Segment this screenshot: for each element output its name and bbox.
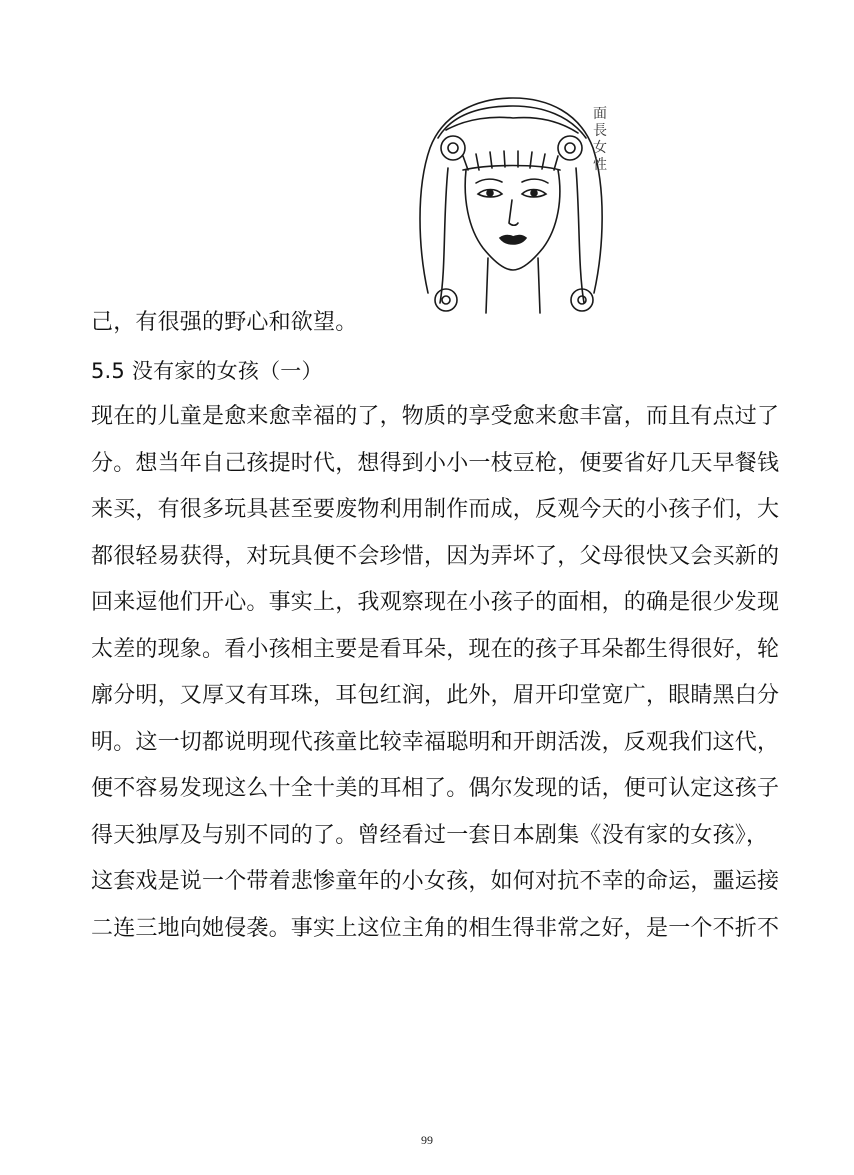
illustration-caption [591,106,609,174]
caption-char: 長 [593,123,607,139]
section-heading: 5.5 没有家的女孩（一） [91,359,323,383]
caption-char: 面 [593,106,607,122]
caption-char: 性 [593,157,607,173]
caption-char: 女 [593,140,607,156]
page-number: 99 [421,1133,433,1147]
paragraph-line: 便不容易发现这么十全十美的耳相了。偶尔发现的话，便可认定这孩子 [91,776,780,801]
paragraph-line: 都很轻易获得，对玩具便不会珍惜，因为弄坏了，父母很快又会买新的 [91,544,780,569]
paragraph-line: 现在的儿童是愈来愈幸福的了，物质的享受愈来愈丰富，而且有点过了 [91,404,780,429]
paragraph-line: 来买，有很多玩具甚至要废物利用制作而成，反观今天的小孩子们，大 [91,497,780,522]
paragraph-line: 回来逗他们开心。事实上，我观察现在小孩子的面相，的确是很少发现 [91,590,780,615]
paragraph-line: 明。这一切都说明现代孩童比较幸福聪明和开朗活泼，反观我们这代， [91,730,780,755]
paragraph-line: 太差的现象。看小孩相主要是看耳朵，现在的孩子耳朵都生得很好，轮 [91,637,780,662]
woman-face-drawing-icon [408,78,618,328]
paragraph-line: 廓分明，又厚又有耳珠，耳包红润，此外，眉开印堂宽广，眼睛黑白分 [91,683,780,708]
paragraph-line: 分。想当年自己孩提时代，想得到小小一枝豆枪，便要省好几天早餐钱 [91,451,780,476]
paragraph-line: 得天独厚及与别不同的了。曾经看过一套日本剧集《没有家的女孩》， [91,823,769,848]
paragraph-line: 这套戏是说一个带着悲惨童年的小女孩，如何对抗不幸的命运，噩运接 [91,869,780,894]
body-text-line: 己，有很强的野心和欲望。 [91,310,358,335]
paragraph-line: 二连三地向她侵袭。事实上这位主角的相生得非常之好，是一个不折不 [91,916,780,941]
illustration-long-face-woman [408,78,618,328]
